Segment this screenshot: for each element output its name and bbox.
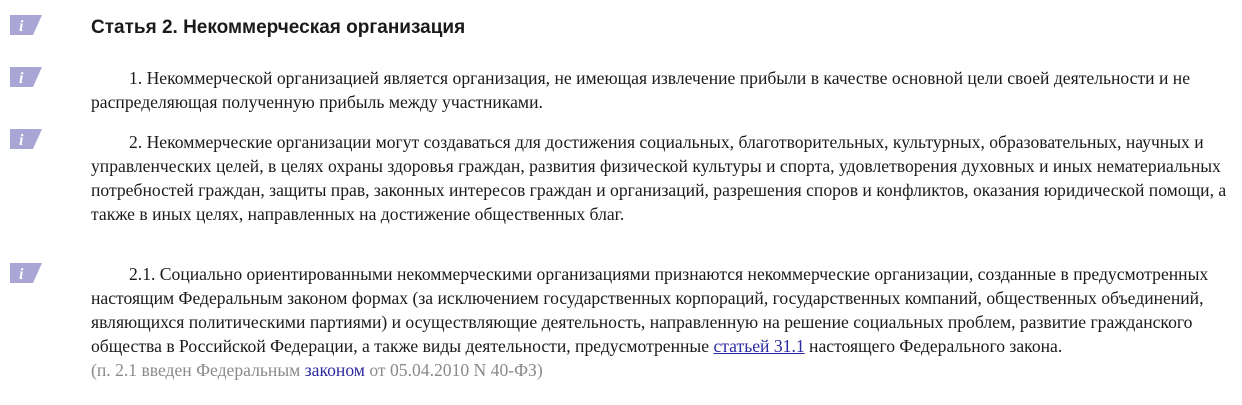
amendment-note xyxy=(91,358,1231,382)
article-title: Статья 2. Некоммерческая организация xyxy=(91,17,466,38)
svg-text:i: i xyxy=(19,18,24,35)
svg-text:i: i xyxy=(19,70,24,87)
article-31-1-link[interactable]: статьей 31.1 xyxy=(713,336,805,356)
federal-law-link[interactable]: законом xyxy=(304,360,365,380)
paragraph-2-1-tail: настоящего Федерального закона. xyxy=(804,336,1063,356)
paragraph-2-1-text: 2.1. Социально ориентированными некоммерческими организациями признаются некоммерческие организации, созданные в предусмотренных настоящим Федеральным законом формах (за исключением государственных корпораций, государственных компаний, общественных объединений, являющихся политическими партиями) и осуществляющие деятельность, направленную на решение социальных проблем, развитие гражданского общества в Российской Федерации, а также виды деятельности, предусмотренные xyxy=(91,264,1209,356)
info-icon[interactable] xyxy=(9,14,43,36)
info-icon[interactable] xyxy=(9,66,43,88)
amendment-note-after: от 05.04.2010 N 40-ФЗ) xyxy=(364,360,543,380)
paragraph-2-1 xyxy=(91,262,1231,358)
paragraph-1: 1. Некоммерческой организацией является организация, не имеющая извлечение прибыли в качестве основной цели своей деятельности и не распределяющая полученную прибыль между участниками. xyxy=(91,68,1191,112)
svg-text:i: i xyxy=(19,266,24,283)
svg-text:i: i xyxy=(19,132,24,149)
paragraph-2: 2. Некоммерческие организации могут создаваться для достижения социальных, благотворительных, культурных, образовательных, научных и управленческих целей, в целях охраны здоровья граждан, развития физической культуры и спорта, удовлетворения духовных и иных нематериальных потребностей граждан, защиты прав, законных интересов граждан и организаций, разрешения споров и конфликтов, оказания юридической помощи, а также в иных целях, направленных на достижение общественных благ. xyxy=(91,132,1227,224)
amendment-note-before: (п. 2.1 введен Федеральным xyxy=(91,360,305,380)
info-icon[interactable] xyxy=(9,262,43,284)
info-icon[interactable] xyxy=(9,128,43,150)
